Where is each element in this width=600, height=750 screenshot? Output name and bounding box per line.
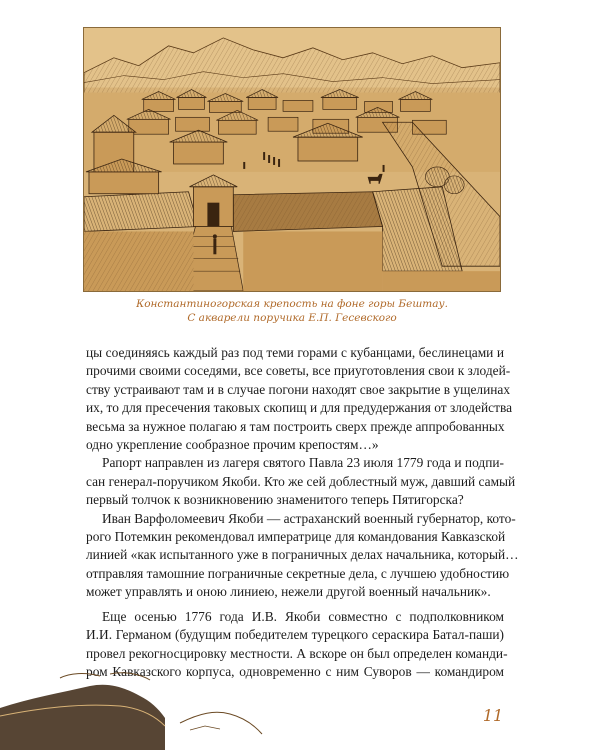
engraving-fortress-image: [84, 28, 500, 291]
text-line: Иван Варфоломеевич Якоби — астраханский военный губернатор, кото-: [102, 510, 516, 526]
illustration-caption: [83, 297, 501, 325]
text-line: весьма за нужное полагаю я там построить сверх прежде аппробованных: [86, 418, 505, 434]
text-line: сан генерал-поручиком Якоби. Кто же сей доблестный муж, давший самый: [86, 473, 516, 489]
caption-line-1: Константиногорская крепость на фоне горы Бештау.: [136, 298, 448, 310]
text-line: может управлять и оною линиею, нежели другой военный начальник».: [86, 584, 491, 600]
paragraph-2: [86, 454, 516, 509]
text-line: рого Потемкин рекомендовал императрице для командования Кавказской: [86, 529, 506, 545]
text-line: их, то для пресечения таковых скопищ и для предудержания от злодейства: [86, 400, 513, 416]
text-line: И.И. Германом (будущим победителем турецкого сераскира Батал-паши): [86, 627, 504, 643]
text-line: прочими своими соседями, все советы, все приуготовления свои к злодей-: [86, 363, 511, 379]
mountain-sketch-decoration: [0, 668, 600, 750]
page-number: 11: [482, 706, 504, 725]
caption-line-2: С акварели поручика Е.П. Гесевского: [187, 312, 397, 324]
text-line: отправляя тамошние пограничные секретные дела, с лучшею удобностию: [86, 565, 510, 581]
fortress-illustration: [83, 27, 501, 292]
text-line: ству устраивают там и в случае погони находят свое закрытие в ущелинах: [86, 381, 511, 397]
text-line: линией «как испытанного уже в пограничных делах начальника, который…: [86, 547, 519, 563]
text-line: ром Кавказского корпуса, одновременно с ним Суворов — командиром: [86, 663, 504, 679]
text-line: Рапорт направлен из лагеря святого Павла 23 июля 1779 года и подпи-: [102, 455, 504, 471]
text-line: одно укрепление сообразное прочим крепостям…»: [86, 437, 379, 453]
paragraph-1: [86, 344, 513, 454]
text-line: первый толчок к возникновению знаменитого теперь Пятигорска?: [86, 492, 464, 508]
text-line: провел рекогносцировку местности. А вскоре он был определен команди-: [86, 645, 508, 661]
text-line: цы соединяясь каждый раз под теми горами с кубанцами, беслинецами и: [86, 345, 504, 360]
paragraph-3: [86, 510, 519, 602]
body-text: [86, 344, 519, 681]
text-line: Еще осенью 1776 года И.В. Якоби совместно с подполковником: [102, 608, 504, 624]
